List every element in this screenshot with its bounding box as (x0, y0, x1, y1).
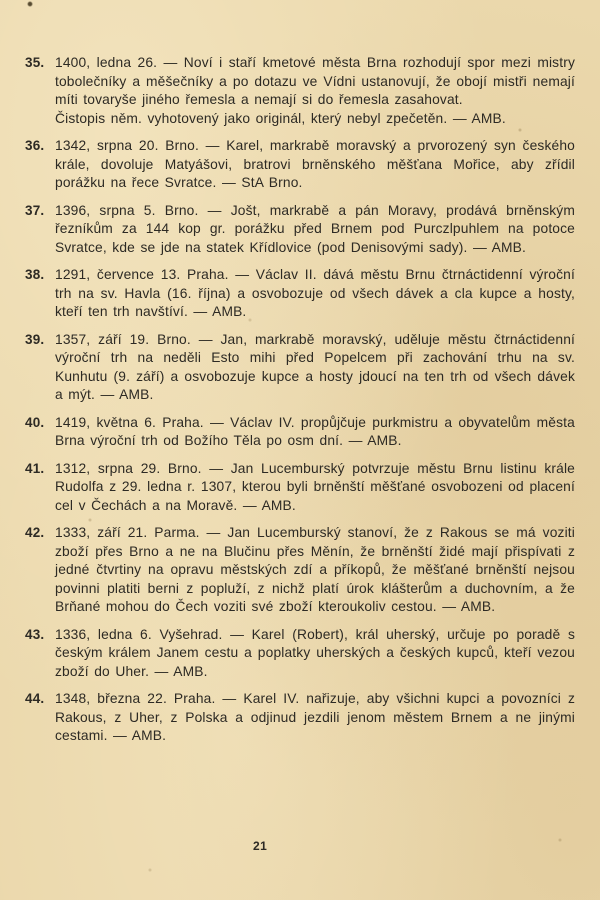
entry-number: 40. (25, 414, 45, 430)
entry-text: 1312, srpna 29. Brno. — Jan Lucemburský potvrzuje městu Brnu listinu krále Rudolfa z 29. ledna r. 1307, kterou byli brněnští měšťané osvobozeni od placení cel v Čechách a na Moravě. — AMB. (55, 460, 575, 513)
entry-number: 38. (25, 267, 45, 282)
entry-text: 1396, srpna 5. Brno. — Jošt, markrabě a pán Moravy, prodává brněnským řezníkům za 144 kop gr. porážku před Brnem pod Purczlpuhlem na potoce Svratce, kde se jde na statek Křídlovice (pod Denisovými sady). — AMB. (55, 202, 575, 255)
catalog-entry-40 (25, 414, 575, 451)
entry-number: 41. (25, 460, 45, 476)
entry-text: 1419, května 6. Praha. — Václav IV. propůjčuje purkmistru a obyvatelům města Brna výroční trh od Božího Těla po osm dní. — AMB. (55, 414, 575, 448)
catalog-entry-44 (25, 690, 575, 746)
entry-number: 43. (25, 626, 45, 642)
entry-number: 37. (25, 202, 45, 218)
entry-text: 1348, března 22. Praha. — Karel IV. nařizuje, aby všichni kupci a povozníci z Rakous, z Uher, z Polska a odjinud jezdili jenom městem Brnem a ne jinými cestami. — AMB. (55, 691, 575, 743)
entry-text: 1291, července 13. Praha. — Václav II. dává městu Brnu čtrnáctidenní výroční trh na sv. Havla (16. října) a osvobozuje od všech dávek a cla kupce a hosty, kteří ten trh navštíví. — AMB. (55, 267, 575, 319)
entry-number: 39. (25, 331, 45, 347)
catalog-entry-35 (25, 54, 575, 128)
catalog-entry-36 (25, 137, 575, 193)
page-number: 21 (253, 839, 268, 853)
catalog-entry-41 (25, 460, 575, 516)
catalog-entry-37 (25, 202, 575, 258)
text-block (25, 54, 575, 755)
entry-text: 1333, září 21. Parma. — Jan Lucemburský stanoví, že z Rakous se má voziti zboží přes Brno a ne na Blučinu přes Měnín, že brněnští židé mají přispívati z jedné čtvrtiny na opravu městských zdí a příkopů, že měšťané brněnští nejsou povinni platiti berni z popluží, z nichž platí úrok klášterům a duchovním, a že Brňané mohou do Čech voziti své zboží kteroukoliv cestou. — AMB. (55, 525, 575, 614)
catalog-entry-42 (25, 524, 575, 617)
entry-number: 35. (25, 55, 45, 70)
entry-number: 36. (25, 138, 45, 153)
entry-text: 1357, září 19. Brno. — Jan, markrabě moravský, uděluje městu čtrnáctidenní výroční trh na neděli Esto mihi před Popelcem při zachování trhu na sv. Kunhutu (9. září) a osvobozuje kupce a hosty jdoucí na ten trh od všech dávek a mýt. — AMB. (55, 331, 575, 402)
catalog-entry-39 (25, 331, 575, 405)
catalog-entry-43 (25, 626, 575, 682)
entry-text: 1400, ledna 26. — Noví i staří kmetové města Brna rozhodují spor mezi mistry tobolečníky a měšečníky a po dotazu ve Vídni ustanovují, že obojí mistři nemají míti tovaryše jiného řemesla a nemají si do řemesla zasahovat. (55, 55, 575, 107)
catalog-entry-38 (25, 266, 575, 322)
entry-number: 42. (25, 525, 45, 540)
entry-note: Čistopis něm. vyhotovený jako originál, který nebyl zpečetěn. — AMB. (55, 110, 506, 126)
entry-number: 44. (25, 691, 45, 706)
entry-text: 1336, ledna 6. Vyšehrad. — Karel (Robert), král uherský, určuje po poradě s českým králem Janem cestu a poplatky uherských a českých kupců, kteří vezou zboží do Uher. — AMB. (55, 626, 575, 679)
entry-text: 1342, srpna 20. Brno. — Karel, markrabě moravský a prvorozený syn českého krále, dovoluje Matyášovi, bratrovi brněnského měšťana Mořice, aby zřídil porážku na řece Svratce. — StA Brno. (55, 138, 575, 190)
